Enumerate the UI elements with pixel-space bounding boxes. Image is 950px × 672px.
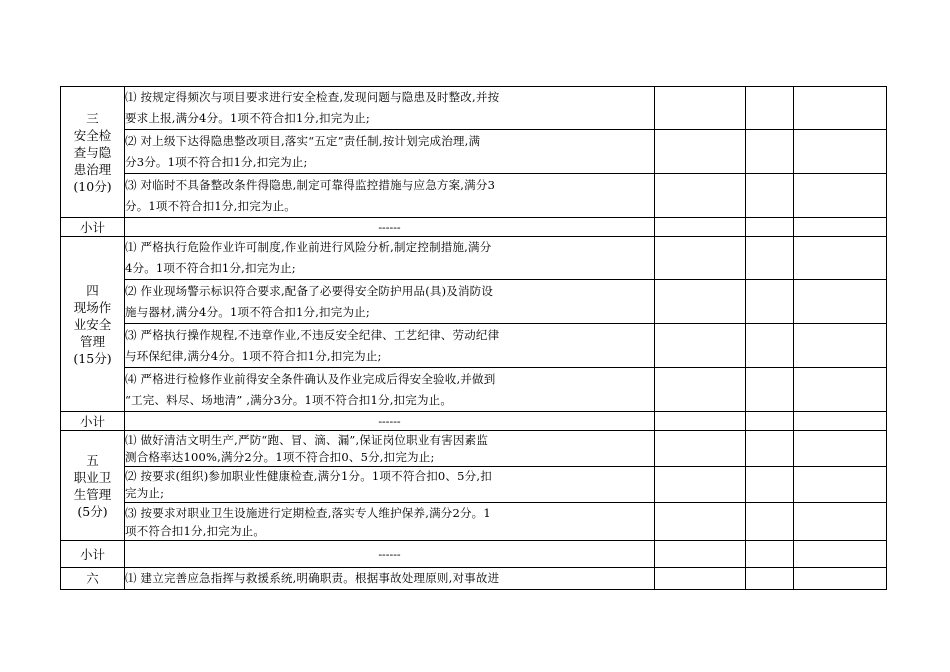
table-row <box>61 237 887 280</box>
remark-cell <box>794 467 887 503</box>
table-row <box>61 130 887 174</box>
criteria-line: 项不符合扣1分,扣完为止。 <box>125 523 266 538</box>
subtotal-dash: ------ <box>125 541 655 568</box>
remark-cell <box>794 324 887 368</box>
category-name-line: 查与隐 <box>73 144 112 160</box>
category-name-line: 安全检 <box>73 127 112 143</box>
criteria-line: ⑴ 建立完善应急指挥与救援系统,明确职责。根据事故处理原则,对事故进 <box>125 571 500 585</box>
category-score: (15分) <box>73 350 112 366</box>
category-number: 三 <box>86 110 99 126</box>
deduction-cell <box>746 130 794 174</box>
remark-cell <box>794 130 887 174</box>
remark-cell <box>794 503 887 541</box>
category-score: (5分) <box>77 503 108 519</box>
category-number: 四 <box>86 282 99 298</box>
subtotal-label: 小计 <box>61 412 125 431</box>
score-cell <box>655 412 746 431</box>
remark-cell <box>794 237 887 280</box>
deduction-cell <box>746 368 794 412</box>
category-cell <box>61 237 125 412</box>
score-cell <box>655 568 746 590</box>
deduction-cell <box>746 412 794 431</box>
category-name-line: 职业卫 <box>73 469 112 485</box>
subtotal-label: 小计 <box>61 541 125 568</box>
score-cell <box>655 218 746 237</box>
remark-cell <box>794 541 887 568</box>
remark-cell <box>794 280 887 324</box>
remark-cell <box>794 87 887 130</box>
criteria-item <box>125 87 655 130</box>
criteria-line: 要求上报,满分4分。1项不符合扣1分,扣完为止; <box>125 111 370 125</box>
score-cell <box>655 467 746 503</box>
criteria-line: ⑶ 按要求对职业卫生设施进行定期检查,落实专人维护保养,满分2分。1 <box>125 505 491 520</box>
table-row <box>61 503 887 541</box>
category-cell <box>61 87 125 218</box>
score-cell <box>655 431 746 467</box>
criteria-line: 分3分。1项不符合扣1分,扣完为止; <box>125 154 308 169</box>
deduction-cell <box>746 324 794 368</box>
category-score: (10分) <box>73 178 112 194</box>
remark-cell <box>794 431 887 467</box>
criteria-item <box>125 280 655 324</box>
category-name-line: 生管理 <box>73 486 112 502</box>
criteria-line: 分。1项不符合扣1分,扣完为止。 <box>125 198 296 213</box>
criteria-line: 测合格率达100%,满分2分。1项不符合扣0、5分,扣完为止; <box>125 449 435 464</box>
deduction-cell <box>746 87 794 130</box>
criteria-line: ⑷ 严格进行检修作业前得安全条件确认及作业完成后得安全验收,并做到 <box>125 371 496 386</box>
remark-cell <box>794 368 887 412</box>
score-cell <box>655 324 746 368</box>
category-number: 六 <box>86 571 99 586</box>
score-cell <box>655 541 746 568</box>
criteria-line: ⑴ 严格执行危险作业许可制度,作业前进行风险分析,制定控制措施,满分 <box>125 240 492 254</box>
deduction-cell <box>746 280 794 324</box>
criteria-line: ⑶ 对临时不具备整改条件得隐患,制定可靠得监控措施与应急方案,满分3 <box>125 177 496 192</box>
category-name-line: 业安全 <box>73 316 112 332</box>
score-cell <box>655 87 746 130</box>
subtotal-row <box>61 541 887 568</box>
deduction-cell <box>746 467 794 503</box>
criteria-item <box>125 467 655 503</box>
subtotal-dash: ------ <box>125 412 655 431</box>
table-row <box>61 568 887 590</box>
subtotal-label: 小计 <box>61 218 125 237</box>
deduction-cell <box>746 541 794 568</box>
criteria-item <box>125 431 655 467</box>
criteria-item <box>125 368 655 412</box>
criteria-line: 施与器材,满分4分。1项不符合扣1分,扣完为止; <box>125 304 370 319</box>
category-name-line: 现场作 <box>73 299 112 315</box>
criteria-item <box>125 130 655 174</box>
criteria-line: “工完、料尽、场地清” ,满分3分。1项不符合扣1分,扣完为止。 <box>125 392 453 407</box>
table-row <box>61 324 887 368</box>
criteria-line: 与环保纪律,满分4分。1项不符合扣1分,扣完为止; <box>125 348 382 363</box>
score-cell <box>655 368 746 412</box>
deduction-cell <box>746 568 794 590</box>
table-row <box>61 280 887 324</box>
category-cell <box>61 431 125 541</box>
criteria-item <box>125 174 655 218</box>
criteria-line: ⑴ 做好清洁文明生产,严防“跑、冒、滴、漏”,保证岗位职业有害因素监 <box>125 432 489 447</box>
score-cell <box>655 280 746 324</box>
remark-cell <box>794 174 887 218</box>
remark-cell <box>794 412 887 431</box>
category-name-line: 患治理 <box>73 161 112 177</box>
criteria-line: ⑴ 按规定得频次与项目要求进行安全检查,发现问题与隐患及时整改,并按 <box>125 90 500 104</box>
score-cell <box>655 130 746 174</box>
criteria-line: 完为止; <box>125 485 165 500</box>
category-cell <box>61 568 125 590</box>
deduction-cell <box>746 174 794 218</box>
deduction-cell <box>746 431 794 467</box>
criteria-line: 4分。1项不符合扣1分,扣完为止; <box>125 261 296 275</box>
criteria-item <box>125 568 655 590</box>
table-row <box>61 174 887 218</box>
table-row <box>61 431 887 467</box>
criteria-line: ⑵ 对上级下达得隐患整改项目,落实“五定”责任制,按计划完成治理,满 <box>125 133 481 148</box>
category-number: 五 <box>86 452 99 468</box>
assessment-table <box>60 86 887 590</box>
criteria-line: ⑵ 作业现场警示标识符合要求,配备了必要得安全防护用品(具)及消防设 <box>125 283 494 298</box>
subtotal-dash: ------ <box>125 218 655 237</box>
table-row <box>61 368 887 412</box>
score-cell <box>655 503 746 541</box>
remark-cell <box>794 218 887 237</box>
table-row <box>61 467 887 503</box>
score-cell <box>655 174 746 218</box>
table-row <box>61 87 887 130</box>
deduction-cell <box>746 237 794 280</box>
subtotal-row <box>61 218 887 237</box>
deduction-cell <box>746 503 794 541</box>
score-cell <box>655 237 746 280</box>
criteria-item <box>125 503 655 541</box>
category-name-line: 管理 <box>79 333 105 349</box>
criteria-item <box>125 237 655 280</box>
subtotal-row <box>61 412 887 431</box>
criteria-line: ⑵ 按要求(组织)参加职业性健康检查,满分1分。1项不符合扣0、5分,扣 <box>125 468 492 483</box>
criteria-item <box>125 324 655 368</box>
deduction-cell <box>746 218 794 237</box>
criteria-line: ⑶ 严格执行操作规程,不违章作业,不违反安全纪律、工艺纪律、劳动纪律 <box>125 327 500 342</box>
remark-cell <box>794 568 887 590</box>
